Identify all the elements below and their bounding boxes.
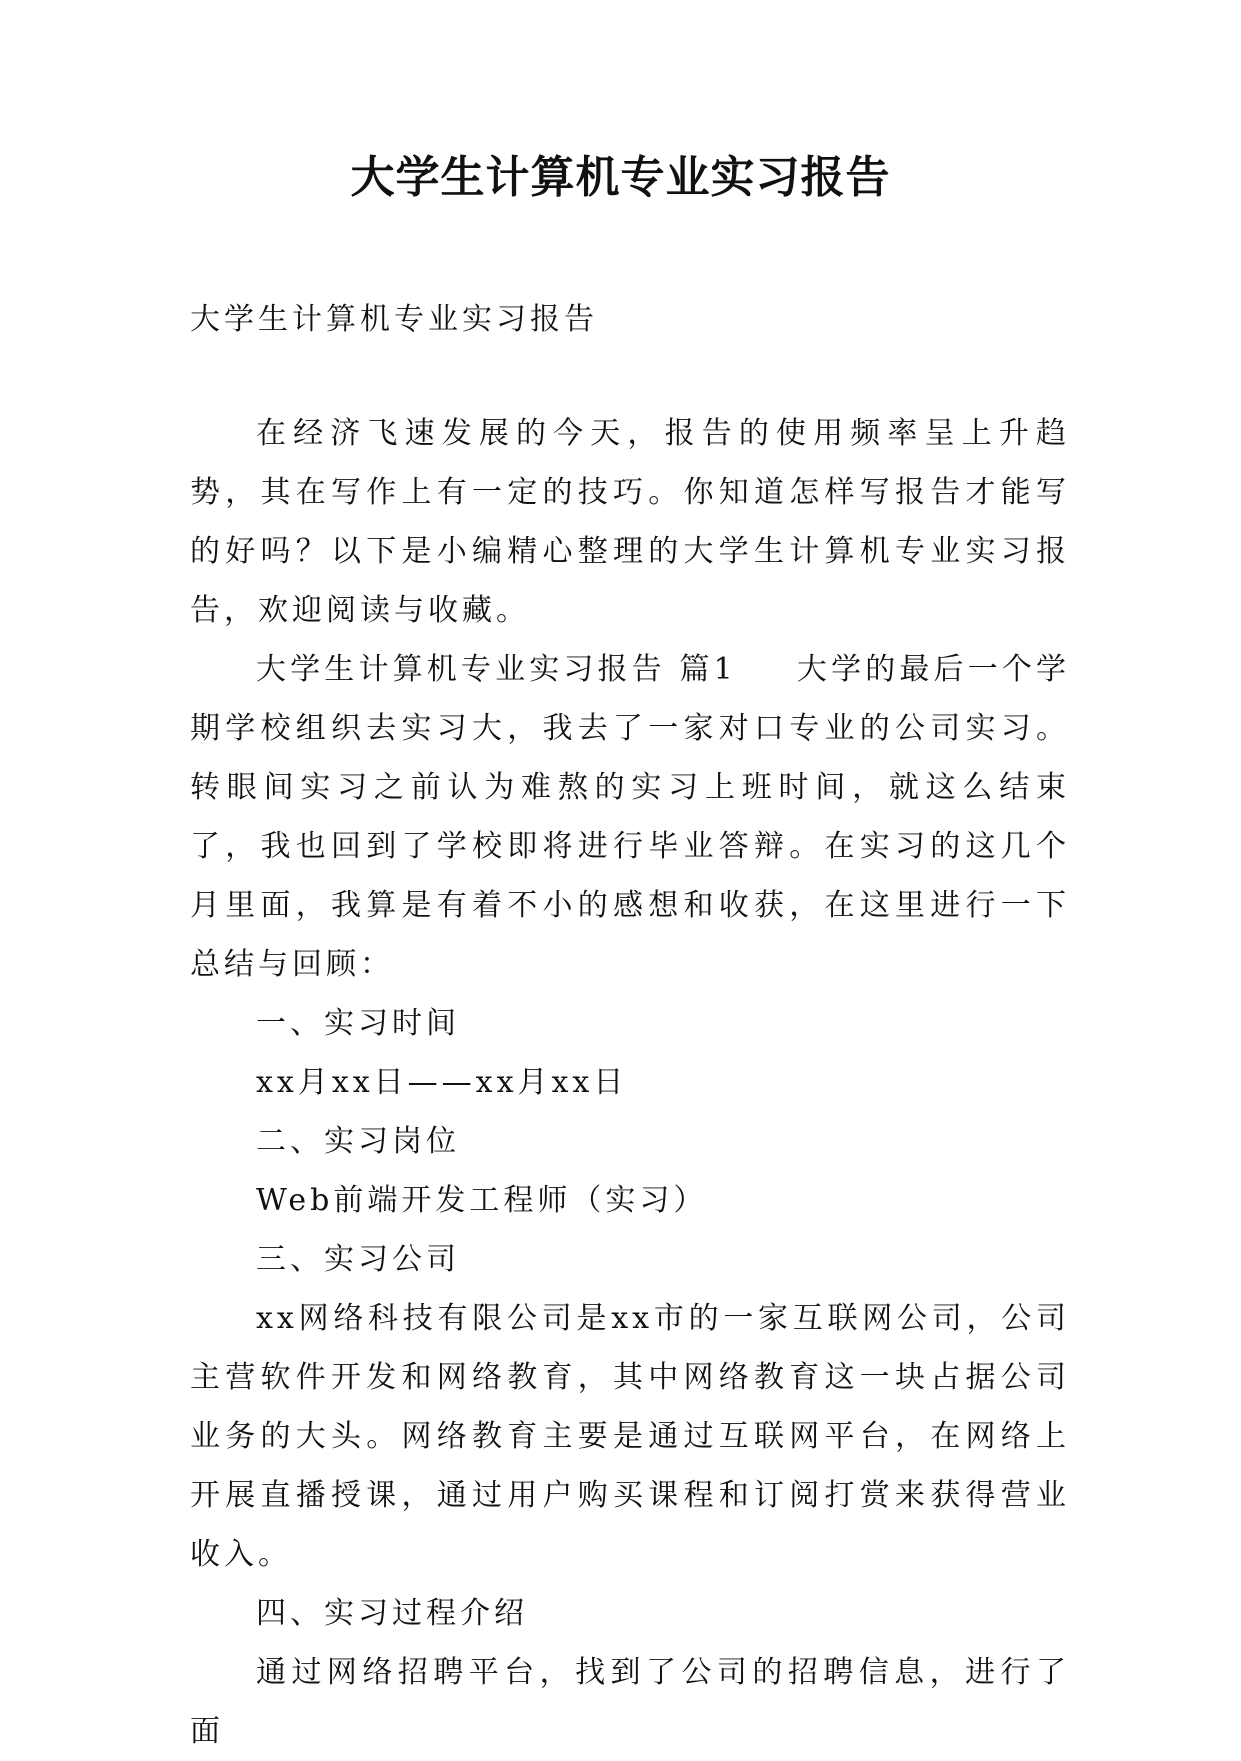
heading-internship-process: 四、实习过程介绍 bbox=[256, 1596, 528, 1631]
company-description: xx网络科技有限公司是xx市的一家互联网公司，公司主营软件开发和网络教育，其中网络教育这一块占据公司业务的大头。网络教育主要是通过互联网平台，在网络上开展直播授课，通过用户购买课程和订阅打赏来获得营业收入。 bbox=[190, 1301, 1070, 1572]
heading-internship-position: 二、实习岗位 bbox=[256, 1124, 460, 1159]
internship-position-value: Web前端开发工程师（实习） bbox=[256, 1183, 708, 1218]
section-heading-part-1: 大学生计算机专业实习报告 篇1 bbox=[256, 652, 737, 687]
document-body bbox=[190, 290, 1070, 1761]
intro-paragraph: 在经济飞速发展的今天，报告的使用频率呈上升趋势，其在写作上有一定的技巧。你知道怎样写报告才能写的好吗？以下是小编精心整理的大学生计算机专业实习报告，欢迎阅读与收藏。 bbox=[190, 416, 1070, 628]
internship-time-value: xx月xx日——xx月xx日 bbox=[256, 1065, 628, 1100]
process-description: 通过网络招聘平台，找到了公司的招聘信息，进行了面 bbox=[190, 1655, 1070, 1749]
part-1-body: 大学的最后一个学期学校组织去实习大，我去了一家对口专业的公司实习。转眼间实习之前认为难熬的实习上班时间，就这么结束了，我也回到了学校即将进行毕业答辩。在实习的这几个月里面，我算是有着不小的感想和收获，在这里进行一下总结与回顾： bbox=[190, 652, 1071, 982]
heading-internship-company: 三、实习公司 bbox=[256, 1242, 460, 1277]
document-subtitle: 大学生计算机专业实习报告 bbox=[190, 302, 598, 337]
document-title: 大学生计算机专业实习报告 bbox=[350, 152, 891, 203]
heading-internship-time: 一、实习时间 bbox=[256, 1006, 460, 1041]
report-paragraph-1 bbox=[190, 640, 1070, 994]
